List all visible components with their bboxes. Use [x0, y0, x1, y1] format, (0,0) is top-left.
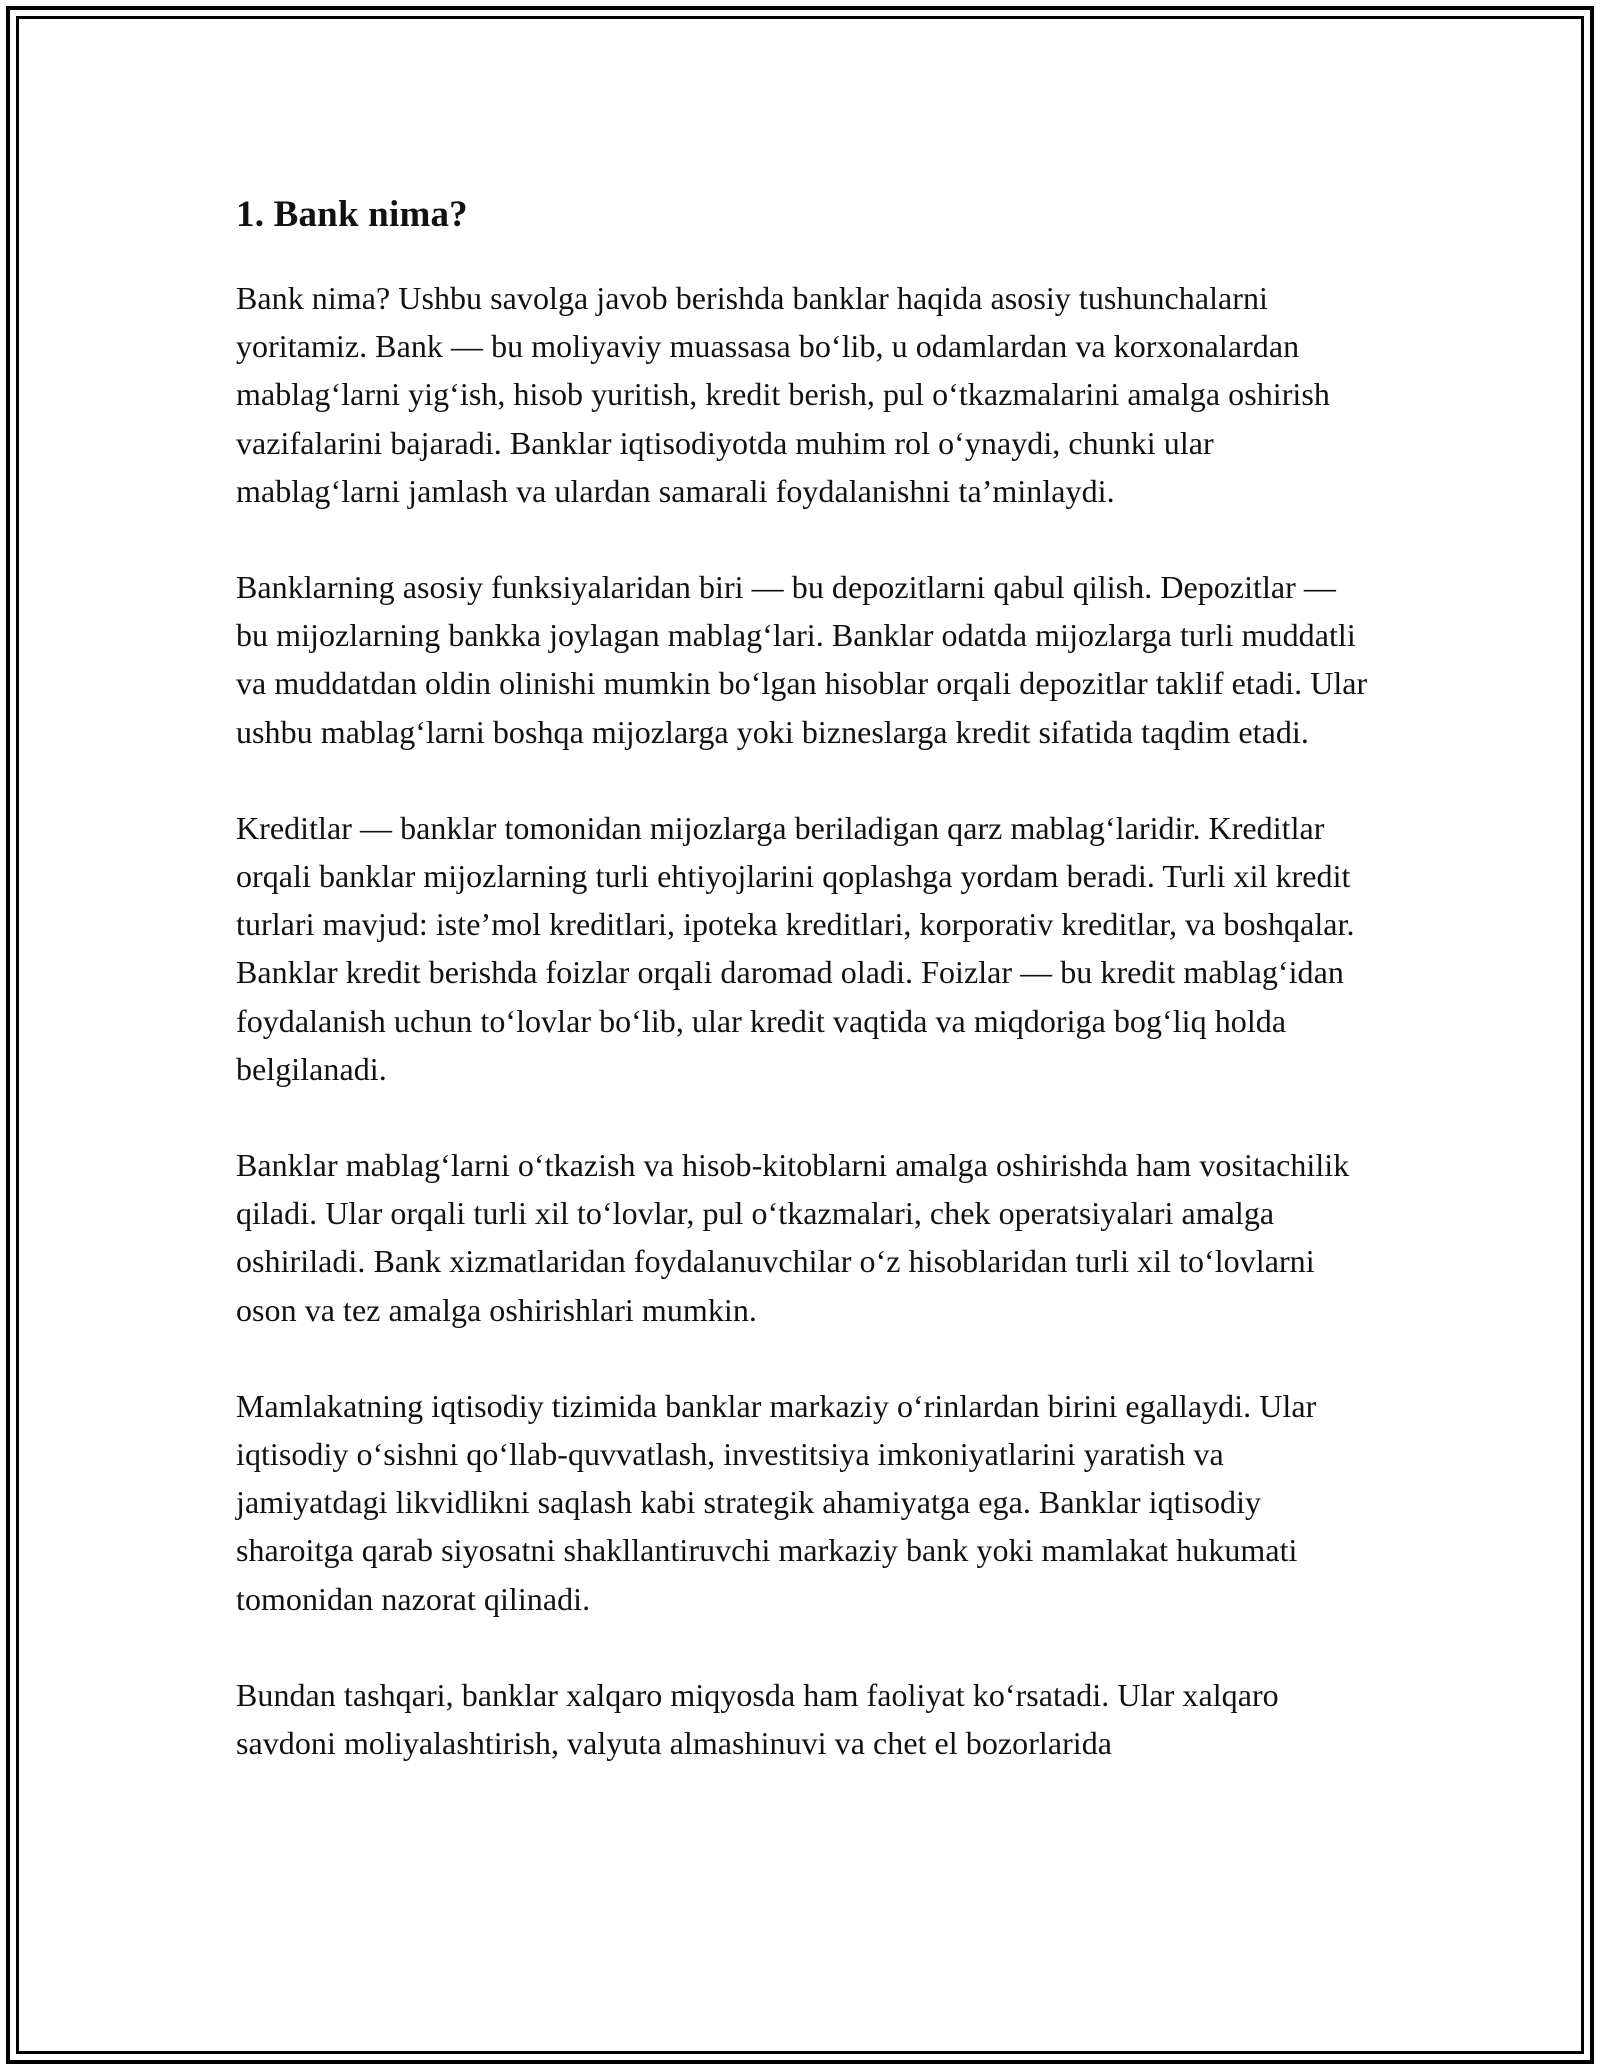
- paragraph-economic-role: Mamlakatning iqtisodiy tizimida banklar markaziy o‘rinlardan birini egallaydi. Ular iqtisodiy o‘sishni qo‘llab-quvvatlash, investitsiya imkoniyatlarini yaratish va jamiyatdagi likvidlikni saqlash kabi strategik ahamiyatga ega. Banklar iqtisodiy sharoitga qarab siyosatni shakllantiruvchi markaziy bank yoki mamlakat hukumati tomonidan nazorat qilinadi.: [236, 1387, 1317, 1617]
- section-heading: 1. Bank nima?: [236, 194, 468, 235]
- paragraph-credits: Kreditlar — banklar tomonidan mijozlarga beriladigan qarz mablag‘laridir. Kreditlar orqali banklar mijozlarning turli ehtiyojlarini qoplashga yordam beradi. Turli xil kredit turlari mavjud: iste’mol kreditlari, ipoteka kreditlari, korporativ kreditlar, va boshqalar. Banklar kredit berishda foizlar orqali daromad oladi. Foizlar — bu kredit mablag‘idan foydalanish uchun to‘lovlar bo‘lib, ular kredit vaqtida va miqdoriga bog‘liq holda belgilanadi.: [236, 809, 1355, 1087]
- document-body: [236, 186, 1376, 1815]
- paragraph-transfers: Banklar mablag‘larni o‘tkazish va hisob-kitoblarni amalga oshirishda ham vositachilik qiladi. Ular orqali turli xil to‘lovlar, pul o‘tkazmalari, chek operatsiyalari amalga oshiriladi. Bank xizmatlaridan foydalanuvchilar o‘z hisoblaridan turli xil to‘lovlarni oson va tez amalga oshirishlari mumkin.: [236, 1147, 1350, 1328]
- paragraph-bank-definition: Bank nima? Ushbu savolga javob berishda banklar haqida asosiy tushunchalarni yoritamiz. Bank — bu moliyaviy muassasa bo‘lib, u odamlardan va korxonalardan mablag‘larni yig‘ish, hisob yuritish, kredit berish, pul o‘tkazmalarini amalga oshirish vazifalarini bajaradi. Banklar iqtisodiyotda muhim rol o‘ynaydi, chunki ular mablag‘larni jamlash va ulardan samarali foydalanishni ta’minlaydi.: [236, 280, 1330, 509]
- paragraph-international: Bundan tashqari, banklar xalqaro miqyosda ham faoliyat ko‘rsatadi. Ular xalqaro savdoni moliyalashtirish, valyuta almashinuvi va chet el bozorlarida: [236, 1676, 1279, 1762]
- paragraph-deposits: Banklarning asosiy funksiyalaridan biri — bu depozitlarni qabul qilish. Depozitlar — bu mijozlarning bankka joylagan mablag‘lari. Banklar odatda mijozlarga turli muddatli va muddatdan oldin olinishi mumkin bo‘lgan hisoblar orqali depozitlar taklif etadi. Ular ushbu mablag‘larni boshqa mijozlarga yoki bizneslarga kredit sifatida taqdim etadi.: [236, 569, 1368, 750]
